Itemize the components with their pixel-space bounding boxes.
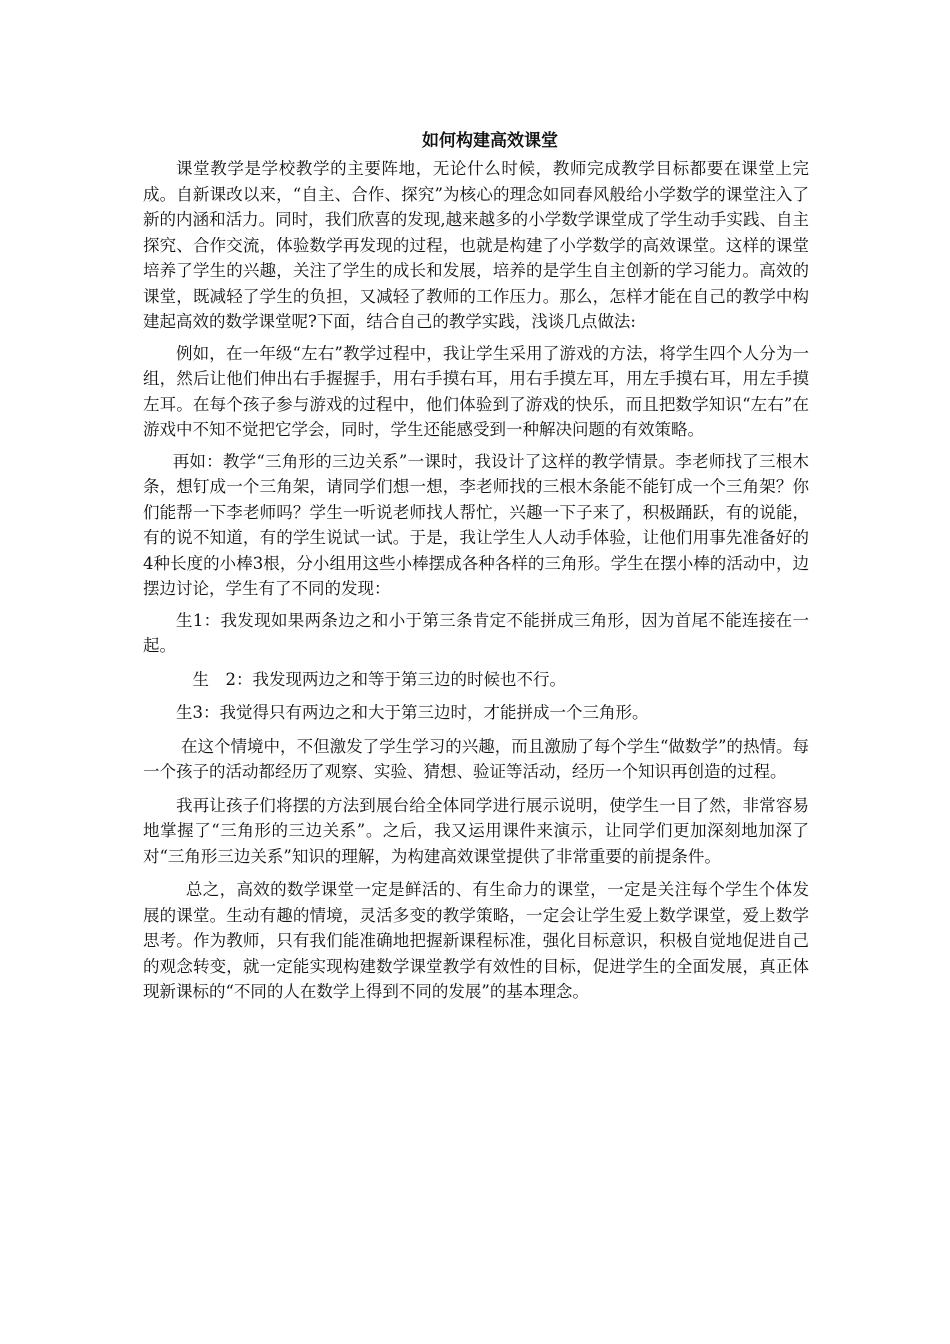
paragraph-demonstration: 我再让孩子们将摆的方法到展台给全体同学进行展示说明，使学生一目了然，非常容易地掌握了“三角形的三边关系”。之后，我又运用课件来演示，让同学们更加深刻地加深了对“三角形三边关系”知识的理解，为构建高效课堂提供了非常重要的前提条件。 — [143, 795, 809, 866]
paragraph-example-left-right: 例如，在一年级“左右”教学过程中，我让学生采用了游戏的方法，将学生四个人分为一组，然后让他们伸出右手握握手，用右手摸右耳，用右手摸左耳，用左手摸右耳，用左手摸左耳。在每个孩子参与游戏的过程中，他们体验到了游戏的快乐，而且把数学知识“左右”在游戏中不知不觉把它学会，同时，学生还能感受到一种解决问题的有效策略。 — [143, 343, 809, 439]
document-title: 如何构建高效课堂 — [422, 131, 558, 151]
paragraph-conclusion: 总之，高效的数学课堂一定是鲜活的、有生命力的课堂，一定是关注每个学生个体发展的课堂。生动有趣的情境，灵活多变的教学策略，一定会让学生爱上数学课堂，爱上数学思考。作为教师，只有我们能准确地把握新课程标准，强化目标意识，积极自觉地促进自己的观念转变，就一定能实现构建数学课堂教学有效性的目标，促进学生的全面发展，真正体现新课标的“不同的人在数学上得到不同的发展”的基本理念。 — [143, 880, 809, 1001]
paragraph-intro: 课堂教学是学校教学的主要阵地，无论什么时候，教师完成教学目标都要在课堂上完成。自新课改以来，“自主、合作、探究”为核心的理念如同春风般给小学数学的课堂注入了新的内涵和活力。同时，我们欣喜的发现,越来越多的小学数学课堂成了学生动手实践、自主探究、合作交流，体验数学再发现的过程，也就是构建了小学数学的高效课堂。这样的课堂培养了学生的兴趣，关注了学生的成长和发展，培养的是学生自主创新的学习能力。高效的课堂，既减轻了学生的负担，又减轻了教师的工作压力。那么，怎样才能在自己的教学中构建起高效的数学课堂呢?下面，结合自己的教学实践，浅谈几点做法: — [143, 159, 809, 331]
paragraph-student-1: 生1：我发现如果两条边之和小于第三条肯定不能拼成三角形，因为首尾不能连接在一起。 — [143, 610, 809, 655]
paragraph-student-3: 生3：我觉得只有两边之和大于第三边时，才能拼成一个三角形。 — [176, 703, 649, 722]
document-body — [143, 128, 809, 1011]
paragraph-example-triangle: 再如：教学“三角形的三边关系”一课时，我设计了这样的教学情景。李老师找了三根木条，想钉成一个三角架，请同学们想一想，李老师找的三根木条能不能钉成一个三角架？你们能帮一下李老师吗？学生一听说老师找人帮忙，兴趣一下子来了，积极踊跃，有的说能，有的说不知道，有的学生说试一试。于是，我让学生人人动手体验，让他们用事先准备好的4种长度的小棒3根，分小组用这些小棒摆成各种各样的三角形。学生在摆小棒的活动中，边摆边讨论，学生有了不同的发现： — [143, 451, 809, 598]
paragraph-student-2: 生 2：我发现两边之和等于第三边的时候也不行。 — [192, 669, 566, 689]
paragraph-situation: 在这个情境中，不但激发了学生学习的兴趣，而且激励了每个学生“做数学”的热情。每一个孩子的活动都经历了观察、实验、猜想、验证等活动，经历一个知识再创造的过程。 — [143, 736, 809, 781]
